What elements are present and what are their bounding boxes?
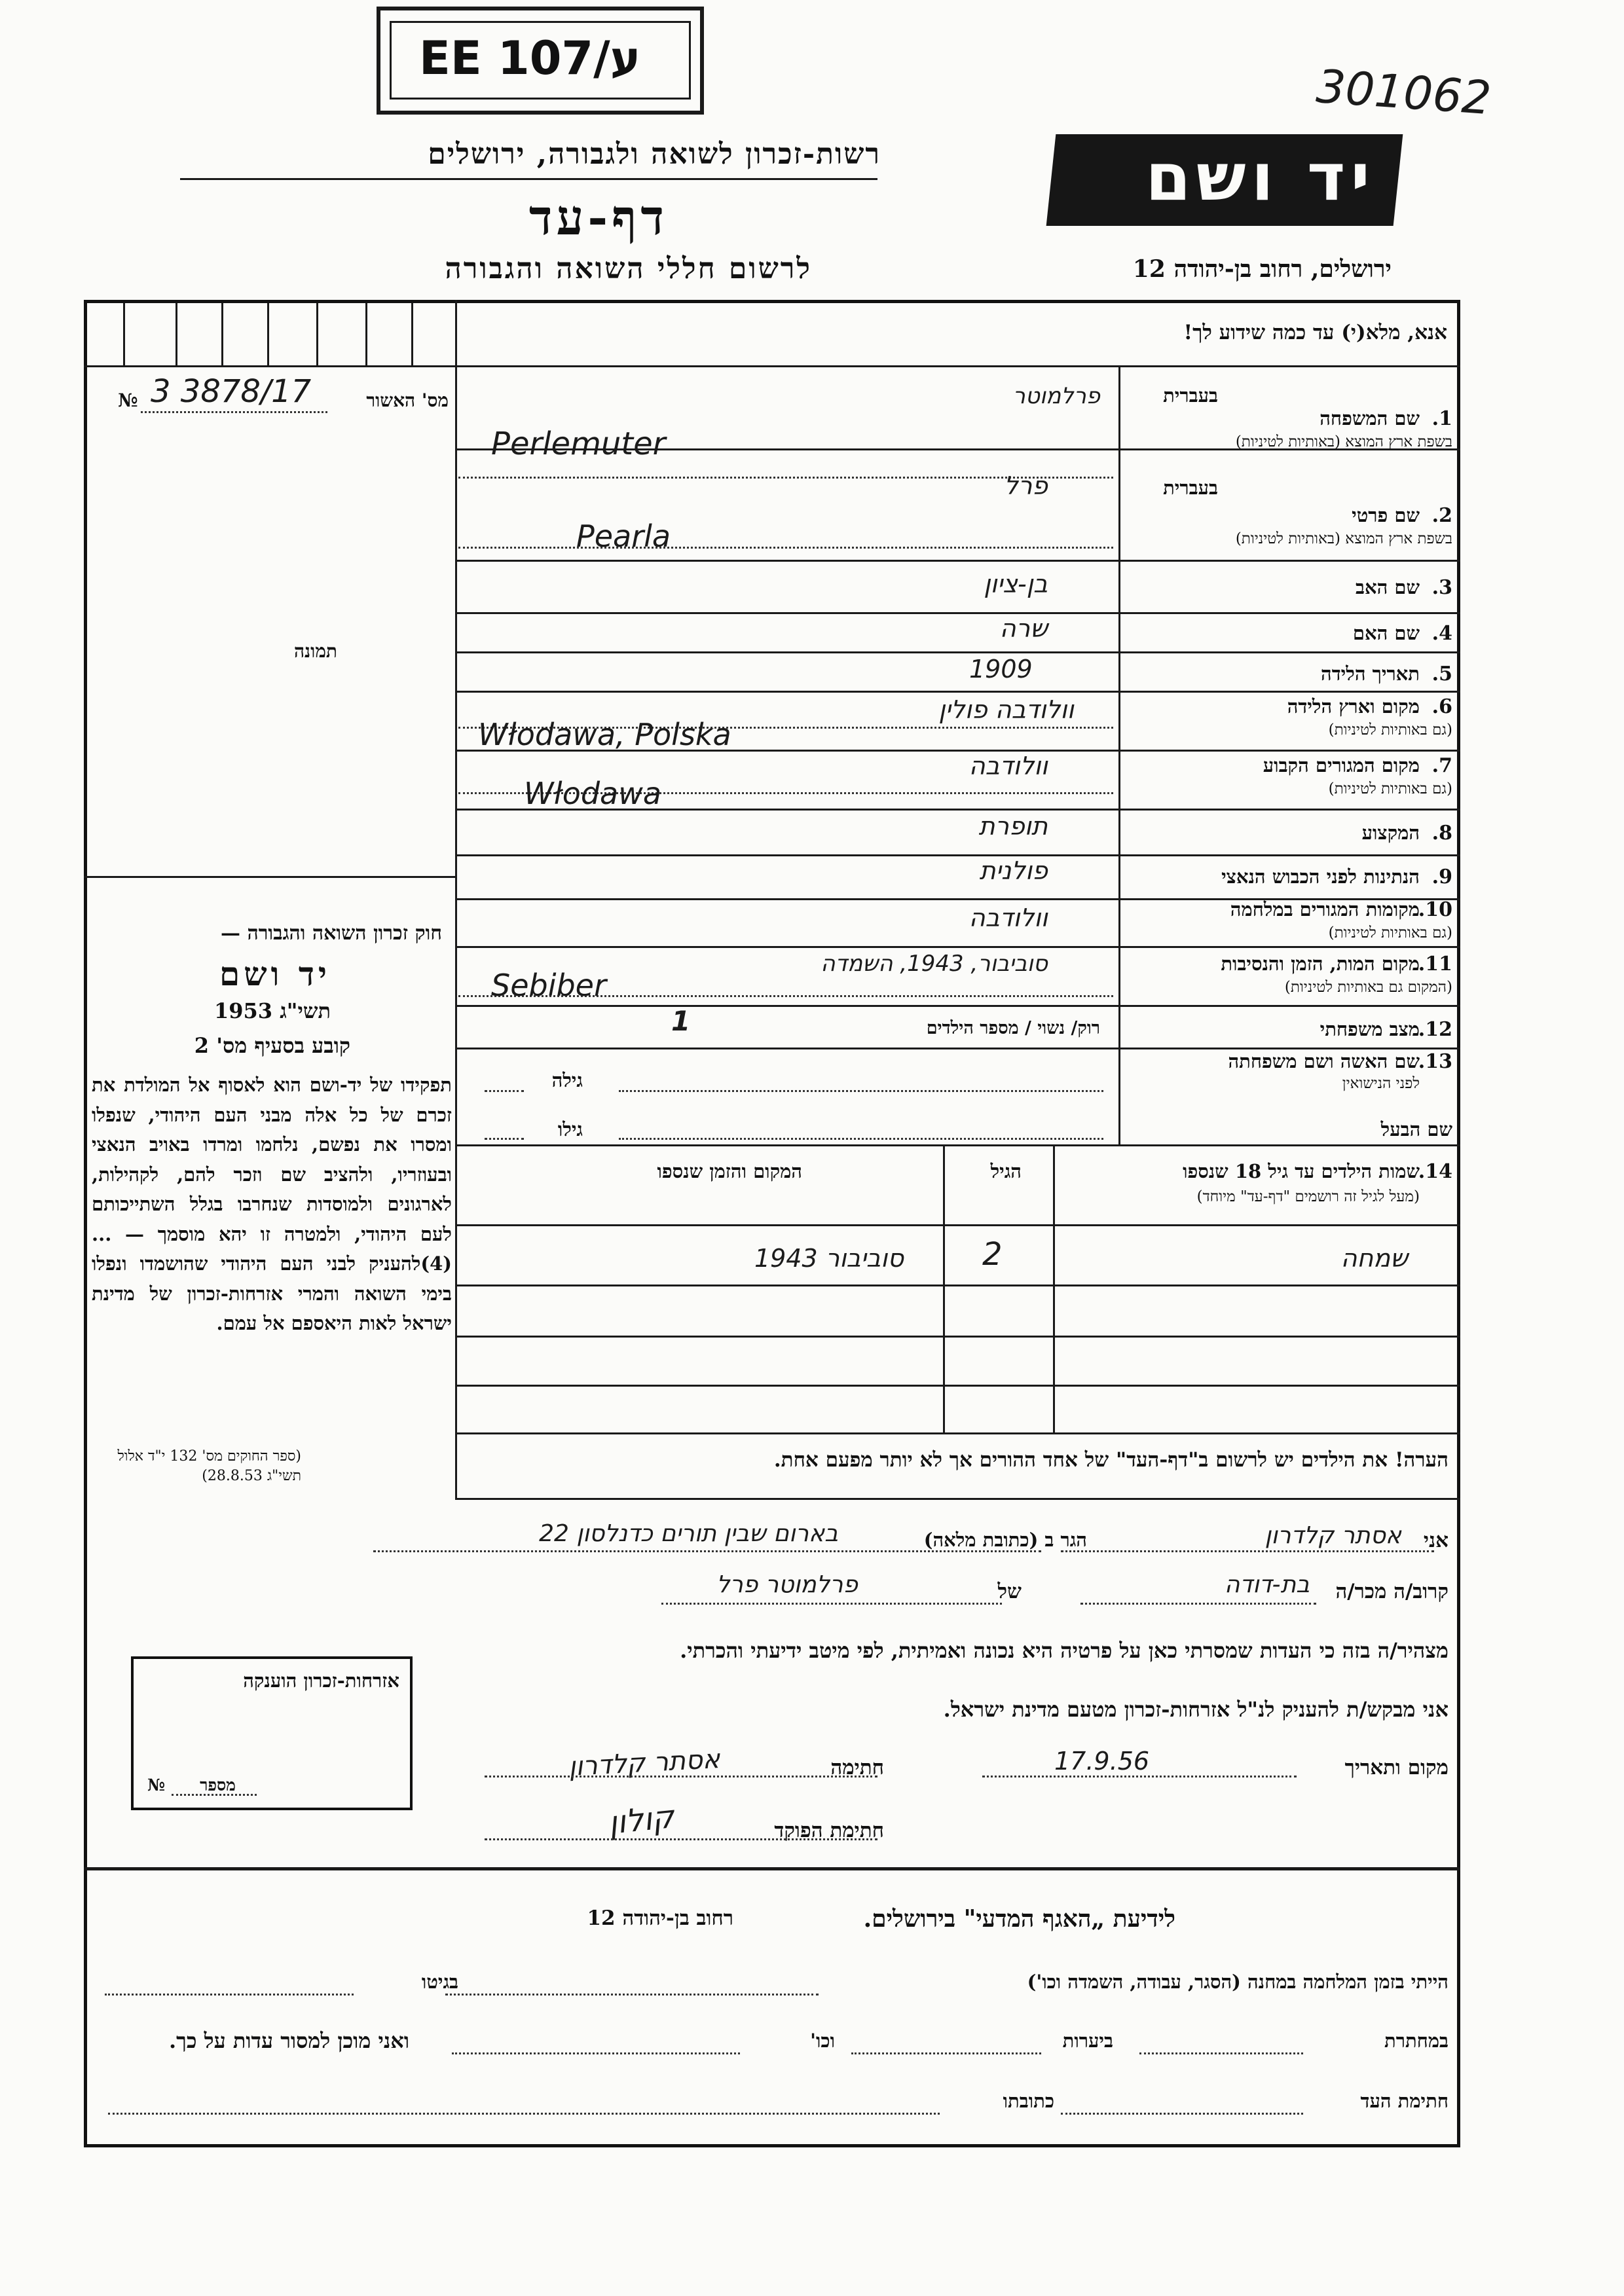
children-col-place-label: המקום והזמן שנספו	[657, 1160, 802, 1182]
law-body: תפקידו של יד-ושם הוא לאסוף אל המולדת את זכרם של כל אלה מבני העם היהודי, שנפלו ומסרו את נפשם, נלחמו ומרדו באויב הנאצי ובעוזריו, ולהציב שם וזכר להם, לקהילות, לארגונים ולמוסדות שנחרבו בגלל השתייכותם לעם היהודי, ולמטרה זו יהא מוסמך — ...(4)להעניק לבני העם היהודי שהושמדו ונפלו בימי השואה והמרי אזרחות-זכרון של מדינת ישראל לאות היאספם אל עמם.	[92, 1074, 452, 1334]
law-year: תשי"ג 1953	[214, 998, 331, 1023]
field-8-num: 8.	[1431, 822, 1452, 845]
declaration-resides-label: הגר ב (כתובת מלאה)	[923, 1529, 1087, 1551]
field-1-tag: בעברית	[1163, 384, 1218, 407]
row-line	[455, 946, 1460, 948]
field-2-tag: בעברית	[1163, 477, 1218, 499]
field-2-num: 2.	[1431, 504, 1452, 527]
field-3-label: שם האב	[1355, 576, 1420, 598]
field-10-sub: (גם באותיות לטיניות)	[1328, 924, 1452, 941]
footer-ghetto-label: בגיטו	[421, 1971, 458, 1993]
officer-signature: קולון	[606, 1798, 676, 1842]
law-title: חוק זכרון השואה והגבורה —	[221, 922, 442, 945]
row-line	[455, 651, 1460, 653]
field-4-num: 4.	[1431, 622, 1452, 645]
field-12-num: 12.	[1418, 1018, 1452, 1041]
declarant-dots	[1061, 1550, 1434, 1552]
field-5-label: תאריך הלידה	[1321, 663, 1420, 685]
citizenship-no-sign: №	[147, 1776, 166, 1795]
relative-label: קרוב/ה מכר/ה	[1335, 1580, 1449, 1603]
field-12-value: 1	[671, 1005, 691, 1037]
field-13-dots	[619, 1090, 1103, 1092]
row-line	[455, 1005, 1460, 1007]
signature-label: חתימה	[830, 1756, 884, 1779]
request-text: אני מבקש/ת להעניק לנ"ל אזרחות-זכרון מטעם מדינת ישראל.	[943, 1697, 1449, 1722]
field-13-sub: לפני הנישואין	[1342, 1075, 1420, 1092]
of-name-dots	[661, 1603, 1002, 1605]
children-num: 14.	[1418, 1160, 1452, 1183]
footer-forests-label: ביערות	[1062, 2030, 1113, 2052]
stamp-number: EE 107/ע	[419, 31, 641, 85]
permit-value: 3 3878/17	[151, 373, 312, 410]
declaration-i-label: אני	[1423, 1529, 1449, 1552]
note-text: הערה! את הילדים יש לרשום ב"דף-העד" של אחד ההורים אך לא יותר מפעם אחת.	[773, 1448, 1449, 1472]
field-13-label: שם האשה ושם משפחתה	[1228, 1050, 1420, 1072]
form-title: דף-עד	[528, 190, 668, 246]
field-6-value-hebrew: וולודבה פולין	[938, 695, 1074, 724]
field-5-value: 1909	[969, 655, 1033, 683]
children-col-age	[943, 1144, 945, 1432]
officer-label: חתימת הפוקד	[774, 1819, 884, 1842]
field-7-label: מקום המגורים הקבוע	[1263, 754, 1420, 776]
field-10-label: מקומות המגורים במלחמה	[1230, 898, 1420, 920]
field-9-label: הנתינות לפני הכבוש הנאצי	[1221, 866, 1420, 888]
child-row-1-name: שמחה	[1340, 1244, 1408, 1273]
footer-underground-dots	[1139, 2052, 1303, 2054]
children-row-line	[455, 1385, 1460, 1387]
field-2-value-latin: Pearla	[576, 519, 671, 554]
field-6-sub: (גם באותיות לטיניות)	[1328, 721, 1452, 738]
authority-underline	[180, 178, 877, 180]
header-address: ירושלים, רחוב בן-יהודה 12	[1132, 255, 1392, 283]
field-13-age-label: גילה	[551, 1069, 583, 1091]
field-13-num: 13.	[1418, 1050, 1452, 1073]
law-name: יד ושם	[219, 955, 331, 993]
label-column-divider	[1118, 365, 1120, 1144]
field-7-value-hebrew: וולודבה	[969, 752, 1048, 780]
field-12-label: מצב משפחתי	[1320, 1018, 1420, 1040]
logo-text: יד ושם	[1145, 139, 1375, 215]
form-subtitle: לרשום חללי השואה והגבורה	[445, 252, 812, 285]
field-11-num: 11.	[1418, 953, 1452, 975]
husband-age-dots	[485, 1138, 524, 1140]
children-col-name	[1053, 1144, 1055, 1432]
citizenship-title: אזרחות-זכרון הוענקה	[243, 1669, 399, 1692]
footer-divider	[84, 1867, 1460, 1870]
permit-label: מס' האשור	[366, 390, 449, 411]
footer-witness-signature-label: חתימת העד	[1360, 2090, 1449, 2112]
field-10-value: וולודבה	[969, 903, 1048, 932]
field-8-value: תופרת	[978, 812, 1048, 841]
field-11-sub: (המקום גם באותיות לטיניות)	[1284, 979, 1452, 996]
field-13-age-dots	[485, 1090, 524, 1092]
field-7-sub: (גם באותיות לטיניות)	[1328, 780, 1452, 797]
row-line	[455, 1048, 1460, 1049]
field-10-num: 10.	[1418, 898, 1452, 921]
row-line	[455, 854, 1460, 856]
field-2-sub: בשפת ארץ המוצא (באותיות לטיניות)	[1235, 530, 1452, 547]
husband-dots	[619, 1138, 1103, 1140]
top-left-boxes	[87, 303, 455, 365]
footer-camp-dots	[445, 1994, 819, 1995]
field-6-label: מקום וארץ הלידה	[1287, 695, 1420, 718]
footer-witness-dots	[1061, 2113, 1303, 2115]
latin-dots	[458, 547, 1113, 549]
footer-title: לידיעת „האגף המדעי" בירושלים.	[863, 1905, 1175, 1933]
footer-ghetto-dots	[105, 1994, 354, 1995]
photo-top-line	[84, 365, 457, 367]
footer-underground-label: במחתרת	[1384, 2030, 1449, 2052]
footer-address: רחוב בן-יהודה 12	[587, 1906, 733, 1930]
place-date-label: מקום ותאריך	[1344, 1756, 1449, 1779]
field-2-value-hebrew: פרל	[1004, 471, 1048, 500]
photo-bottom-line	[84, 876, 457, 878]
archive-number: 301062	[1314, 59, 1493, 126]
signature-dots	[485, 1776, 877, 1777]
field-4-value: שרה	[999, 614, 1048, 643]
of-label: של	[997, 1580, 1022, 1603]
field-9-value: פולנית	[979, 856, 1048, 885]
field-6-num: 6.	[1431, 695, 1452, 718]
of-name-value: פרלמוטר פרל	[716, 1571, 858, 1598]
field-9-num: 9.	[1431, 866, 1452, 888]
address-dots	[373, 1550, 1041, 1552]
footer-testify-label: ואני מוכן למסור עדות על כך.	[168, 2028, 409, 2053]
field-1-num: 1.	[1431, 407, 1452, 430]
citizenship-dots	[172, 1794, 257, 1796]
permit-dots	[141, 411, 327, 413]
child-row-1-age: 2	[982, 1236, 1003, 1273]
place-date-value: 17.9.56	[1054, 1747, 1150, 1776]
row-line	[455, 560, 1460, 562]
photo-label: תמונה	[293, 640, 337, 662]
footer-address-label: כתובתו	[1003, 2090, 1054, 2112]
footer-etc-dots	[452, 2052, 740, 2054]
husband-label: שם הבעל	[1380, 1118, 1452, 1140]
declarant-name: אסתר קלדרון	[1264, 1522, 1401, 1549]
field-7-value-latin: Włodawa	[524, 776, 662, 811]
note-underline	[455, 1498, 1460, 1500]
field-11-label: מקום המות, הזמן והנסיבות	[1221, 953, 1420, 975]
field-11-value-latin: Sebiber	[491, 968, 606, 1003]
field-2-label: שם פרטי	[1352, 504, 1420, 526]
children-bottom-line	[455, 1432, 1460, 1434]
field-7-num: 7.	[1431, 754, 1452, 777]
field-1-value-latin: Perlemuter	[491, 426, 666, 462]
field-1-sub: בשפת ארץ המוצא (באותיות לטיניות)	[1235, 433, 1452, 450]
signature-value: אסתר קלדרון	[568, 1743, 722, 1783]
relation-dots	[1080, 1603, 1316, 1605]
field-1-label: שם המשפחה	[1320, 407, 1420, 429]
statement-text: מצהיר/ה בזה כי העדות שמסרתי כאן על פרטיה היא נכונה ואמיתית, לפי מיטב ידיעתי והכרתי.	[680, 1638, 1449, 1663]
children-row-line	[455, 1336, 1460, 1338]
children-col-age-label: הגיל	[990, 1160, 1022, 1182]
field-3-num: 3.	[1431, 576, 1452, 599]
field-8-label: המקצוע	[1361, 822, 1420, 844]
place-date-dots	[982, 1776, 1297, 1777]
field-11-value-hebrew: סוביבור, 1943, השמדה	[821, 951, 1048, 977]
field-1-value-hebrew: פרלמוטר	[1012, 383, 1100, 409]
children-header: שמות הילדים עד גיל 18 שנספו	[1183, 1160, 1420, 1182]
declarant-address: בארום שבין תורים כדנלסון 22	[539, 1520, 838, 1547]
footer-address-dots	[108, 2113, 940, 2115]
law-source: (ספר החוקים מס' 132 י"ד אלול תשי"ג 28.8.53)	[117, 1448, 301, 1484]
intro-text: אנא, מלא(י) עד כמה שידוע לך!	[1183, 321, 1447, 344]
field-5-num: 5.	[1431, 663, 1452, 685]
permit-no-sign: №	[118, 390, 138, 411]
authority-name: רשות-זכרון לשואה ולגבורה, ירושלים	[428, 137, 881, 171]
row-line	[455, 1144, 1460, 1146]
relation-value: בת-דודה	[1224, 1571, 1310, 1598]
husband-age-label: גילו	[557, 1118, 583, 1140]
children-header-line	[455, 1224, 1460, 1226]
children-row-line	[455, 1285, 1460, 1286]
field-6-value-latin: Włodawa, Polska	[478, 717, 731, 752]
officer-dots	[485, 1838, 877, 1840]
footer-camp-label: הייתי בזמן המלחמה במחנה (הסגר, עבודה, השמדה וכו')	[1027, 1971, 1449, 1993]
children-header-sub: (מעל לגיל זה רושמים "דף-עד" מיוחד)	[1196, 1188, 1420, 1205]
citizenship-number-label: מספר	[200, 1776, 236, 1795]
row-line	[455, 691, 1460, 693]
field-4-label: שם האם	[1352, 622, 1420, 644]
intro-divider	[455, 365, 1460, 367]
child-row-1-place: סוביבור 1943	[754, 1244, 904, 1273]
row-line	[455, 612, 1460, 614]
footer-etc-label: וכו'	[810, 2030, 835, 2052]
law-clause: קובע בסעיף מס' 2	[194, 1033, 350, 1058]
footer-forests-dots	[851, 2052, 1041, 2054]
field-12-options: רוק/ נשוי / מספר הילדים	[926, 1018, 1100, 1038]
field-3-value: בן-ציון	[984, 570, 1048, 598]
